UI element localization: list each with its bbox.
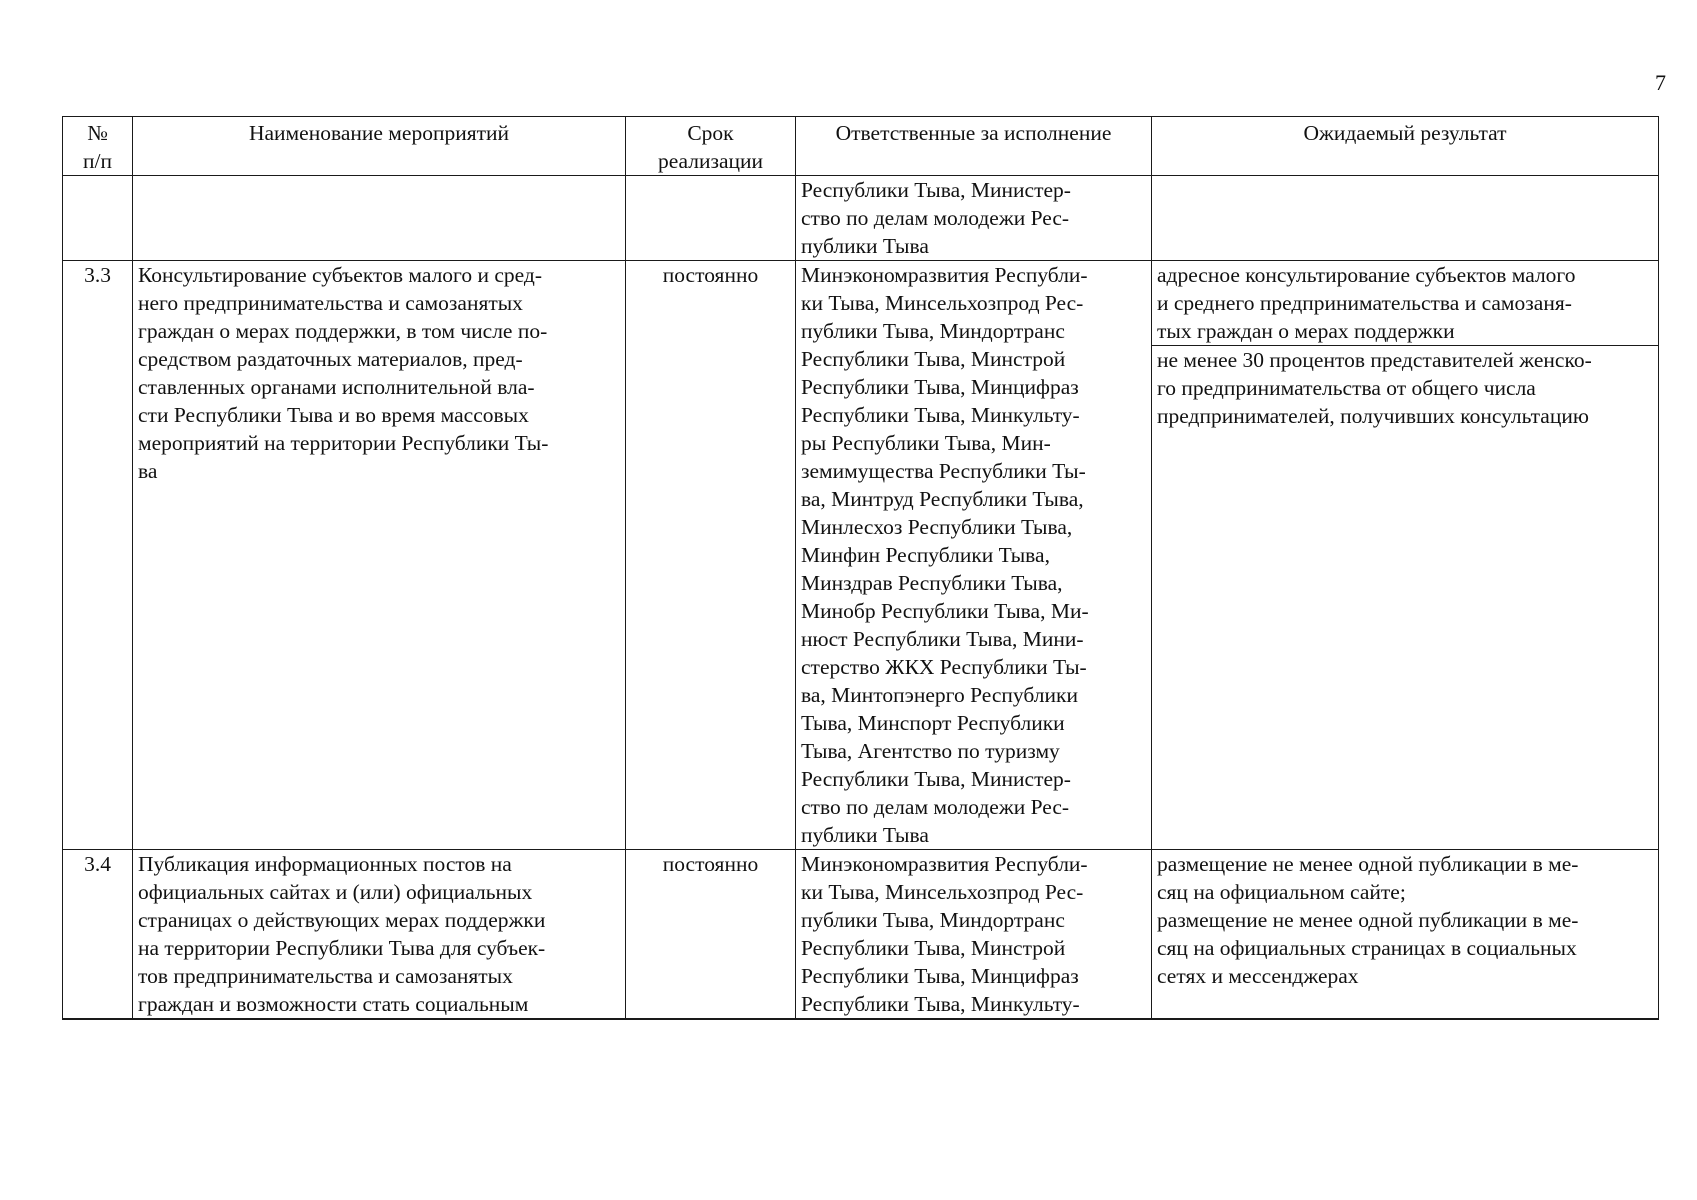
row-number <box>63 176 133 261</box>
text-line: сяц на официальных страницах в социальных <box>1157 936 1577 960</box>
responsible-executors <box>796 176 1152 261</box>
text-line: стерство ЖКХ Республики Ты- <box>801 655 1087 679</box>
table-row <box>63 850 1659 1020</box>
text-line: Минфин Республики Тыва, <box>801 543 1050 567</box>
text-line: публики Тыва, Миндортранс <box>801 319 1065 343</box>
measure-name <box>133 850 626 1020</box>
text-line: и среднего предпринимательства и самозаня- <box>1157 291 1572 315</box>
text-line: Республики Тыва, Минкульту- <box>801 403 1080 427</box>
text-line: ки Тыва, Минсельхозпрод Рес- <box>801 291 1084 315</box>
text-line: Республики Тыва, Минстрой <box>801 936 1066 960</box>
expected-result-item <box>1152 850 1658 990</box>
text-line: Республики Тыва, Минкульту- <box>801 992 1080 1016</box>
text-line: Республики Тыва, Минстрой <box>801 347 1066 371</box>
header-responsible <box>796 117 1152 176</box>
text-line: него предпринимательства и самозанятых <box>138 291 523 315</box>
text-line: ва <box>138 459 158 483</box>
measure-name <box>133 176 626 261</box>
text-line: граждан и возможности стать социальным <box>138 992 529 1016</box>
text-line: Республики Тыва, Министер- <box>801 178 1071 202</box>
text-line: ставленных органами исполнительной вла- <box>138 375 535 399</box>
text-line: Тыва, Минспорт Республики <box>801 711 1065 735</box>
text-line: мероприятий на территории Республики Ты- <box>138 431 549 455</box>
text-line: официальных сайтах и (или) официальных <box>138 880 533 904</box>
text-line: земимущества Республики Ты- <box>801 459 1086 483</box>
header-term <box>626 117 796 176</box>
expected-result <box>1152 261 1659 850</box>
implementation-term <box>626 176 796 261</box>
text-line: Республики Тыва, Минцифраз <box>801 964 1079 988</box>
table-header-row <box>63 117 1659 176</box>
text-line: Ожидаемый результат <box>1303 121 1507 145</box>
row-number: 3.3 <box>63 261 133 850</box>
text-line: Ответственные за исполнение <box>835 121 1112 145</box>
text-line: страницах о действующих мерах поддержки <box>138 908 546 932</box>
text-line: п/п <box>83 149 112 173</box>
text-line: адресное консультирование субъектов малого <box>1157 263 1576 287</box>
measures-table <box>62 116 1659 1020</box>
text-line: размещение не менее одной публикации в ме- <box>1157 852 1579 876</box>
text-line: ство по делам молодежи Рес- <box>801 206 1070 230</box>
text-line: Минлесхоз Республики Тыва, <box>801 515 1073 539</box>
text-line: Наименование мероприятий <box>248 121 510 145</box>
text-line: Срок <box>687 121 734 145</box>
text-line: тов предпринимательства и самозанятых <box>138 964 513 988</box>
text-line: публики Тыва, Миндортранс <box>801 908 1065 932</box>
implementation-term: постоянно <box>626 850 796 1020</box>
text-line: ва, Минтопэнерго Республики <box>801 683 1078 707</box>
text-line: сти Республики Тыва и во время массовых <box>138 403 529 427</box>
text-line: Минздрав Республики Тыва, <box>801 571 1063 595</box>
text-line: Минэкономразвития Республи- <box>801 852 1088 876</box>
measure-name <box>133 261 626 850</box>
text-line: публики Тыва <box>801 823 929 847</box>
text-line: на территории Республики Тыва для субъек- <box>138 936 546 960</box>
text-line: Минобр Республики Тыва, Ми- <box>801 599 1089 623</box>
expected-result <box>1152 176 1659 261</box>
text-line: предпринимателей, получивших консультацию <box>1157 404 1589 428</box>
text-line: ки Тыва, Минсельхозпрод Рес- <box>801 880 1084 904</box>
responsible-executors <box>796 261 1152 850</box>
text-line: Минэкономразвития Республи- <box>801 263 1088 287</box>
text-line: Тыва, Агентство по туризму <box>801 739 1060 763</box>
text-line: граждан о мерах поддержки, в том числе по- <box>138 319 548 343</box>
table-row <box>63 261 1659 850</box>
text-line: ство по делам молодежи Рес- <box>801 795 1070 819</box>
text-line: Публикация информационных постов на <box>138 852 512 876</box>
text-line: не менее 30 процентов представителей женско- <box>1157 348 1592 372</box>
text-line: сетях и мессенджерах <box>1157 964 1359 988</box>
header-num <box>63 117 133 176</box>
text-line: ры Республики Тыва, Мин- <box>801 431 1051 455</box>
expected-result <box>1152 850 1659 1020</box>
text-line: Республики Тыва, Министер- <box>801 767 1071 791</box>
text-line: тых граждан о мерах поддержки <box>1157 319 1455 343</box>
text-line: реализации <box>657 149 764 173</box>
page-number: 7 <box>1655 70 1666 95</box>
text-line: Консультирование субъектов малого и сред- <box>138 263 542 287</box>
text-line: размещение не менее одной публикации в ме- <box>1157 908 1579 932</box>
text-line: средством раздаточных материалов, пред- <box>138 347 523 371</box>
row-number: 3.4 <box>63 850 133 1020</box>
text-line: Республики Тыва, Минцифраз <box>801 375 1079 399</box>
expected-result-item <box>1152 261 1658 345</box>
expected-result-item <box>1152 345 1658 430</box>
text-line: нюст Республики Тыва, Мини- <box>801 627 1084 651</box>
implementation-term: постоянно <box>626 261 796 850</box>
header-result <box>1152 117 1659 176</box>
responsible-executors <box>796 850 1152 1020</box>
header-name <box>133 117 626 176</box>
text-line: ва, Минтруд Республики Тыва, <box>801 487 1084 511</box>
text-line: публики Тыва <box>801 234 929 258</box>
text-line: сяц на официальном сайте; <box>1157 880 1406 904</box>
text-line: № <box>87 121 108 145</box>
text-line: го предпринимательства от общего числа <box>1157 376 1536 400</box>
table-row <box>63 176 1659 261</box>
